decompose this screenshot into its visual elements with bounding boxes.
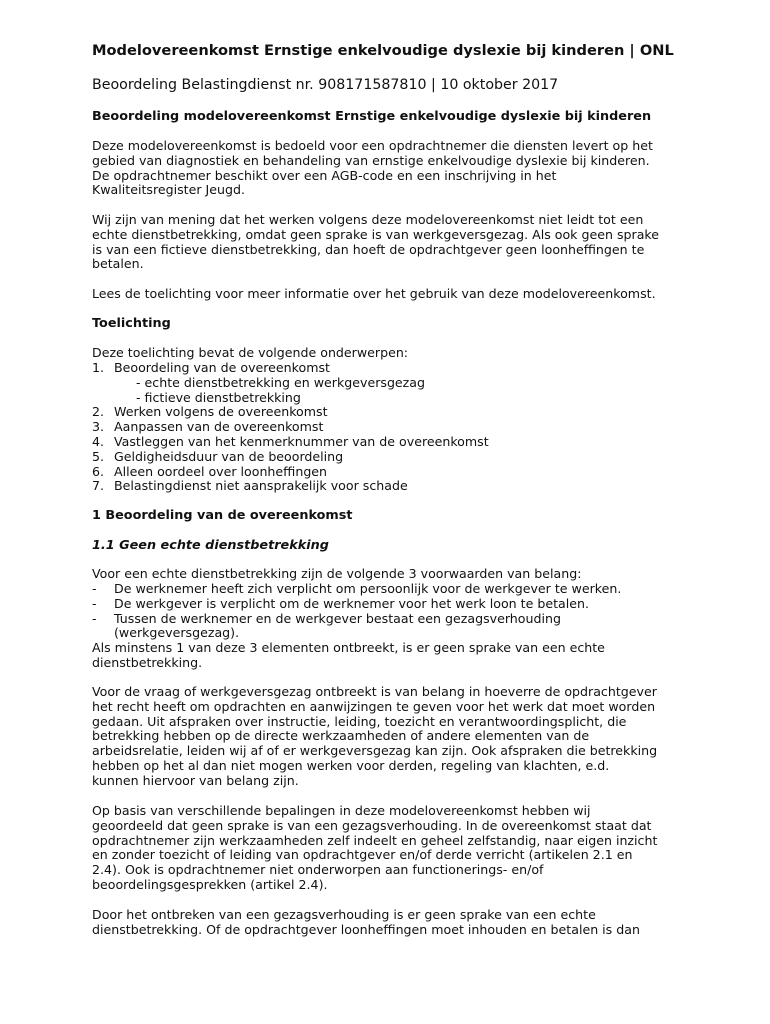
intro-paragraph bbox=[92, 139, 692, 198]
condition-item bbox=[92, 612, 621, 627]
opinion-paragraph bbox=[92, 213, 692, 272]
toc-label: Vastleggen van het kenmerknummer van de overeenkomst bbox=[114, 433, 489, 449]
toc-number: 3. bbox=[92, 419, 105, 435]
condition-text: (werkgeversgezag). bbox=[114, 625, 240, 641]
toc-label: - fictieve dienstbetrekking bbox=[136, 389, 301, 405]
toc-label: Alleen oordeel over loonheffingen bbox=[114, 463, 328, 479]
text-line: 2.4). Ook is opdrachtnemer niet onderworpen aan functionerings- en/of bbox=[92, 862, 544, 878]
toc-item bbox=[92, 435, 489, 450]
text-line: betalen. bbox=[92, 256, 144, 272]
text-line: gebied van diagnostiek en behandeling van ernstige enkelvoudige dyslexie bij kinderen. bbox=[92, 152, 650, 168]
document-subtitle: Beoordeling Belastingdienst nr. 908171587810 | 10 oktober 2017 bbox=[92, 77, 559, 93]
toc-item bbox=[92, 405, 489, 420]
text-line: het recht heeft om opdrachten en aanwijzingen te geven voor het werk dat moet worden bbox=[92, 698, 656, 714]
toelichting-heading: Toelichting bbox=[92, 316, 171, 331]
toc-list bbox=[92, 361, 489, 494]
text-line: Deze toelichting bevat de volgende onderwerpen: bbox=[92, 345, 409, 360]
toc-item bbox=[92, 420, 489, 435]
read-more-paragraph bbox=[92, 287, 692, 302]
conditions-intro bbox=[92, 567, 692, 582]
text-line: betrekking hebben op de directe werkzaamheden of andere elementen van de bbox=[92, 728, 590, 744]
toc-number: 1. bbox=[92, 360, 105, 375]
document-title: Modelovereenkomst Ernstige enkelvoudige dyslexie bij kinderen | ONL bbox=[92, 42, 674, 59]
toc-label: Aanpassen van de overeenkomst bbox=[114, 419, 324, 435]
toc-number: 5. bbox=[92, 448, 105, 464]
gezag-paragraph bbox=[92, 685, 692, 789]
toc-subitem bbox=[92, 391, 489, 406]
condition-text: De werknemer heeft zich verplicht om persoonlijk voor de werkgever te werken. bbox=[114, 581, 622, 596]
text-line: beoordelingsgesprekken (artikel 2.4). bbox=[92, 876, 328, 892]
text-line: hebben op het al dan niet mogen werken voor derden, regeling van klachten, e.d. bbox=[92, 757, 610, 773]
condition-text: De werkgever is verplicht om de werknemer voor het werk loon te betalen. bbox=[114, 595, 589, 611]
toc-number: 2. bbox=[92, 404, 105, 420]
text-line: Voor een echte dienstbetrekking zijn de volgende 3 voorwaarden van belang: bbox=[92, 566, 582, 581]
text-line: Lees de toelichting voor meer informatie over het gebruik van deze modelovereenkomst. bbox=[92, 286, 656, 301]
text-line: Door het ontbreken van een gezagsverhouding is er geen sprake van een echte bbox=[92, 907, 596, 922]
text-line: Op basis van verschillende bepalingen in deze modelovereenkomst hebben wij bbox=[92, 803, 591, 818]
toc-item bbox=[92, 465, 489, 480]
text-line: Als minstens 1 van deze 3 elementen ontbreekt, is er geen sprake van een echte bbox=[92, 640, 605, 655]
text-line: arbeidsrelatie, leiden wij af of er werkgeversgezag kan zijn. Ook afspraken die betrekking bbox=[92, 743, 658, 759]
toc-label: Geldigheidsduur van de beoordeling bbox=[114, 448, 344, 464]
toc-item bbox=[92, 361, 489, 376]
section-1-heading: 1 Beoordeling van de overeenkomst bbox=[92, 508, 353, 523]
condition-text: Tussen de werknemer en de werkgever bestaat een gezagsverhouding bbox=[114, 610, 561, 626]
closing-paragraph bbox=[92, 908, 692, 938]
toc-subitem bbox=[92, 376, 489, 391]
text-line: kunnen hiervoor van belang zijn. bbox=[92, 772, 299, 788]
condition-item bbox=[92, 582, 621, 597]
conditions-outro bbox=[92, 641, 692, 671]
basis-paragraph bbox=[92, 804, 692, 893]
toc-label: Beoordeling van de overeenkomst bbox=[114, 360, 330, 375]
text-line: echte dienstbetrekking, omdat geen sprake is van werkgeversgezag. Als ook geen sprake bbox=[92, 226, 660, 242]
condition-item bbox=[92, 597, 621, 612]
main-heading: Beoordeling modelovereenkomst Ernstige enkelvoudige dyslexie bij kinderen bbox=[92, 109, 652, 124]
text-line: Voor de vraag of werkgeversgezag ontbreekt is van belang in hoeverre de opdrachtgever bbox=[92, 684, 657, 699]
toc-intro bbox=[92, 346, 692, 361]
condition-continuation bbox=[92, 626, 621, 641]
toc-number: 7. bbox=[92, 478, 105, 494]
conditions-list bbox=[92, 582, 621, 641]
text-line: Wij zijn van mening dat het werken volgens deze modelovereenkomst niet leidt tot een bbox=[92, 212, 644, 227]
text-line: opdrachtnemer zijn werkzaamheden zelf indeelt en geheel zelfstandig, naar eigen inzicht bbox=[92, 832, 658, 848]
text-line: dienstbetrekking. Of de opdrachtgever loonheffingen moet inhouden en betalen is dan bbox=[92, 921, 640, 937]
toc-label: Werken volgens de overeenkomst bbox=[114, 404, 328, 420]
text-line: De opdrachtnemer beschikt over een AGB-code en een inschrijving in het bbox=[92, 167, 557, 183]
text-line: geoordeeld dat geen sprake is van een gezagsverhouding. In de overeenkomst staat dat bbox=[92, 817, 652, 833]
toc-number: 6. bbox=[92, 463, 105, 479]
text-line: gedaan. Uit afspraken over instructie, leiding, toezicht en verantwoordingsplicht, die bbox=[92, 713, 627, 729]
toc-label: Belastingdienst niet aansprakelijk voor schade bbox=[114, 478, 408, 494]
toc-item bbox=[92, 450, 489, 465]
toc-label: - echte dienstbetrekking en werkgeversgezag bbox=[136, 374, 426, 390]
toc-item bbox=[92, 479, 489, 494]
text-line: Kwaliteitsregister Jeugd. bbox=[92, 182, 245, 198]
toc-number: 4. bbox=[92, 433, 105, 449]
text-line: en zonder toezicht of leiding van opdrachtgever en/of derde verricht (artikelen 2.1 en bbox=[92, 847, 633, 863]
text-line: is van een fictieve dienstbetrekking, dan hoeft de opdrachtgever geen loonheffingen te bbox=[92, 241, 645, 257]
text-line: Deze modelovereenkomst is bedoeld voor een opdrachtnemer die diensten levert op het bbox=[92, 138, 653, 153]
bullet-dash: - bbox=[92, 610, 97, 626]
text-line: dienstbetrekking. bbox=[92, 654, 203, 670]
bullet-dash: - bbox=[92, 581, 97, 596]
section-1-1-heading: 1.1 Geen echte dienstbetrekking bbox=[92, 538, 329, 553]
bullet-dash: - bbox=[92, 595, 97, 611]
